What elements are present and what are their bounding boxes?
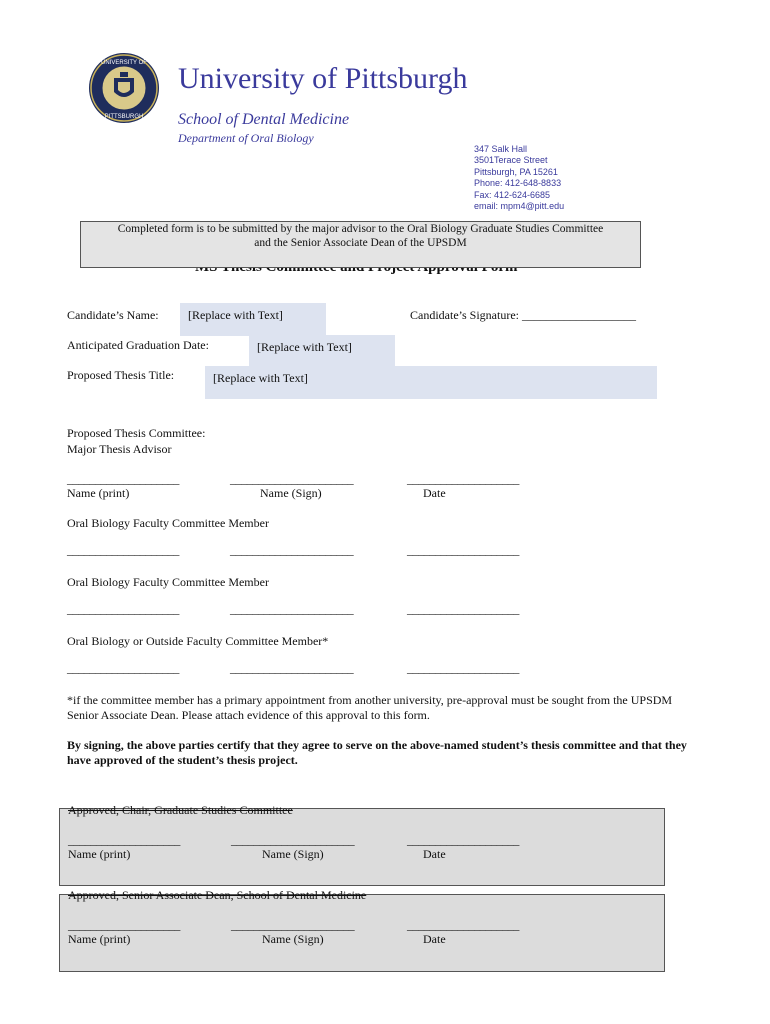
department-name: Department of Oral Biology (178, 131, 314, 145)
candidate-name-field[interactable]: [Replace with Text] (180, 303, 326, 336)
school-name: School of Dental Medicine (178, 111, 350, 128)
committee-heading: Proposed Thesis Committee: (67, 426, 206, 440)
graduation-date-field[interactable]: [Replace with Text] (249, 335, 395, 368)
thesis-title-label: Proposed Thesis Title: (67, 368, 175, 382)
address-line: 3501Terace Street (474, 155, 548, 166)
fax-line: Fax: 412-624-6685 (474, 189, 551, 200)
phone-line: Phone: 412-648-8833 (474, 178, 562, 189)
signature-blank[interactable]: ______________________ (230, 661, 354, 675)
name-print-label: Name (print) (68, 847, 131, 861)
advisor-label: Major Thesis Advisor (67, 442, 172, 456)
candidate-name-label: Candidate’s Name: (67, 308, 159, 322)
member-label: Oral Biology or Outside Faculty Committee Member* (67, 634, 329, 648)
signature-blank[interactable]: ______________________ (230, 602, 354, 616)
seal-text-top: UNIVERSITY OF (101, 60, 147, 66)
signature-blank[interactable]: ______________________ (231, 833, 355, 847)
signature-blank[interactable]: ____________________ (68, 918, 181, 932)
certification-statement: By signing, the above parties certify that they agree to serve on the above-named student’s thesis committee and that they have approved of the student’s thesis project. (67, 738, 687, 767)
member-label: Oral Biology Faculty Committee Member (67, 575, 269, 589)
signature-blank[interactable]: ______________________ (230, 472, 354, 486)
signature-blank[interactable]: ____________________ (407, 602, 520, 616)
date-label: Date (423, 486, 446, 500)
name-print-label: Name (print) (67, 486, 130, 500)
signature-blank[interactable]: ______________________ (230, 543, 354, 557)
signature-blank[interactable]: ____________________ (68, 833, 181, 847)
signature-blank[interactable]: ____________________ (407, 661, 520, 675)
signature-blank[interactable]: ____________________ (407, 472, 520, 486)
dean-approval-box (59, 894, 665, 972)
name-print-label: Name (print) (68, 932, 131, 946)
name-sign-label: Name (Sign) (262, 932, 324, 946)
graduation-date-label: Anticipated Graduation Date: (67, 338, 209, 352)
name-sign-label: Name (Sign) (262, 847, 324, 861)
thesis-title-field[interactable]: [Replace with Text] (205, 366, 657, 399)
date-label: Date (423, 932, 446, 946)
email-line: email: mpm4@pitt.edu (474, 201, 565, 212)
address-line: 347 Salk Hall (474, 144, 528, 154)
signature-blank[interactable]: ____________________ (67, 661, 180, 675)
date-label: Date (423, 847, 446, 861)
notice-line: and the Senior Associate Dean of the UPSDM (254, 237, 467, 249)
university-name: University of Pittsburgh (178, 62, 468, 95)
university-seal (88, 52, 160, 124)
signature-blank[interactable]: ____________________ (407, 918, 520, 932)
dean-approval-title: Approved, Senior Associate Dean, School of Dental Medicine (68, 888, 367, 902)
candidate-signature-label: Candidate’s Signature: ___________________ (410, 308, 636, 322)
submission-notice (80, 221, 641, 268)
notice-line: Completed form is to be submitted by the major advisor to the Oral Biology Graduate Studies Committee (117, 223, 604, 235)
signature-blank[interactable]: ____________________ (67, 602, 180, 616)
member-label: Oral Biology Faculty Committee Member (67, 516, 269, 530)
footnote: *if the committee member has a primary appointment from another university, pre-approval must be sought from the UPSDM Senior Associate Dean. Please attach evidence of this approval to this form. (67, 693, 673, 722)
signature-blank[interactable]: ____________________ (407, 833, 520, 847)
signature-blank[interactable]: ____________________ (67, 472, 180, 486)
signature-blank[interactable]: ____________________ (407, 543, 520, 557)
signature-blank[interactable]: ______________________ (231, 918, 355, 932)
name-sign-label: Name (Sign) (260, 486, 322, 500)
address-line: Pittsburgh, PA 15261 (474, 166, 558, 177)
seal-text-bottom: PITTSBURGH (104, 114, 144, 120)
signature-blank[interactable]: ____________________ (67, 543, 180, 557)
chair-approval-title: Approved, Chair, Graduate Studies Committee (68, 803, 293, 817)
address-block (474, 144, 564, 212)
